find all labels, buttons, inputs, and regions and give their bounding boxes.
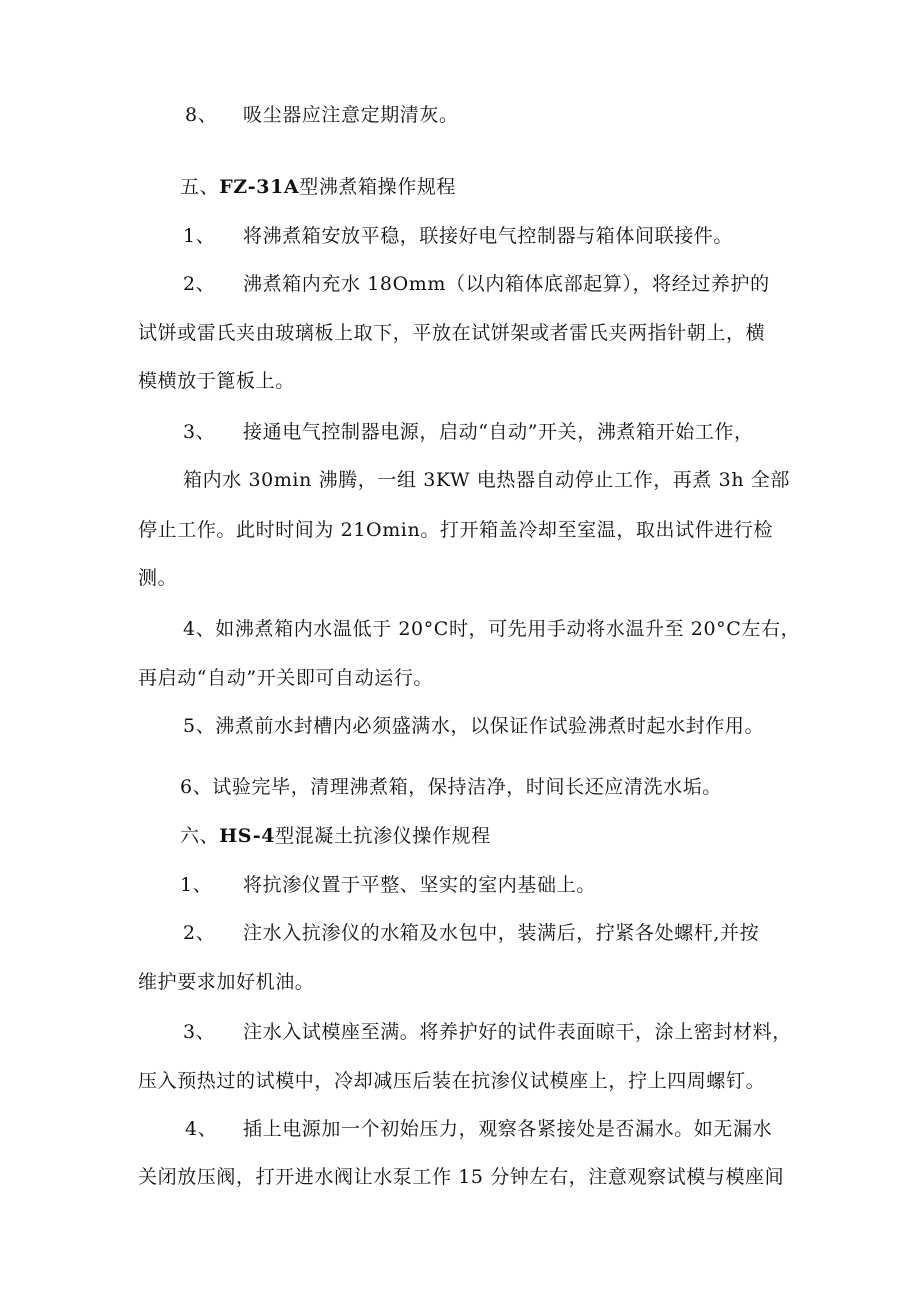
item-text: 将抗渗仪置于平整、坚实的室内基础上。 (243, 874, 596, 896)
paragraph-line: 压入预热过的试模中，冷却减压后装在抗渗仪试模座上，拧上四周螺钉。 (138, 1070, 766, 1092)
item-number: 1、 (183, 225, 216, 247)
item-text: 注水入试模座至满。将养护好的试件表面晾干，涂上密封材料， (243, 1021, 792, 1043)
item-number: 2、 (183, 922, 216, 944)
item-number: 2、 (183, 273, 216, 295)
list-item-1 (180, 873, 596, 897)
heading-rest: 型沸煮箱操作规程 (299, 176, 457, 198)
section-heading-5 (180, 175, 456, 199)
list-item-8 (185, 103, 459, 127)
list-item-4 (185, 1117, 772, 1141)
list-item-4: 4、如沸煮箱内水温低于 20°C时，可先用手动将水温升至 20°C左右， (183, 618, 801, 640)
paragraph-line: 关闭放压阀，打开进水阀让水泵工作 15 分钟左右，注意观察试模与模座间 (138, 1166, 785, 1188)
heading-code: HS-4 (219, 825, 276, 847)
paragraph-line: 箱内水 30min 沸腾，一组 3KW 电热器自动停止工作，再煮 3h 全部 (183, 469, 791, 491)
item-text: 沸煮箱内充水 18Omm（以内箱体底部起算），将经过养护的 (243, 273, 770, 295)
list-item-6: 6、试验完毕，清理沸煮箱，保持洁净，时间长还应清洗水垢。 (180, 776, 722, 798)
item-number: 1、 (180, 874, 213, 896)
paragraph-line: 模横放于篦板上。 (138, 370, 295, 392)
item-number: 3、 (183, 1021, 216, 1043)
paragraph-line: 测。 (138, 567, 178, 589)
item-number: 3、 (183, 421, 216, 443)
item-text: 接通电气控制器电源，启动“自动”开关，沸煮箱开始工作， (243, 421, 754, 443)
heading-rest: 型混凝土抗渗仪操作规程 (275, 825, 491, 847)
item-number: 4、 (185, 1118, 218, 1140)
list-item-3 (183, 420, 754, 444)
heading-code: FZ-31A (219, 176, 300, 198)
list-item-2 (183, 272, 770, 296)
item-number: 8、 (185, 104, 218, 126)
item-text: 注水入抗渗仪的水箱及水包中，装满后，拧紧各处螺杆,并按 (243, 922, 760, 944)
paragraph-line: 维护要求加好机油。 (138, 971, 315, 993)
paragraph-line: 停止工作。此时时间为 21Omin。打开箱盖冷却至室温，取出试件进行检 (138, 519, 774, 541)
heading-prefix: 六、 (180, 825, 220, 847)
list-item-2 (183, 921, 759, 945)
list-item-3 (183, 1020, 792, 1044)
item-text: 插上电源加一个初始压力，观察各紧接处是否漏水。如无漏水 (243, 1118, 773, 1140)
paragraph-line: 试饼或雷氏夹由玻璃板上取下，平放在试饼架或者雷氏夹两指针朝上，横 (138, 322, 766, 344)
section-heading-6 (180, 824, 491, 848)
heading-prefix: 五、 (180, 176, 220, 198)
paragraph-line: 再启动“自动”开关即可自动运行。 (138, 667, 434, 689)
list-item-1 (183, 224, 733, 248)
item-text: 将沸煮箱安放平稳，联接好电气控制器与箱体间联接件。 (243, 225, 734, 247)
list-item-5: 5、沸煮前水封槽内必须盛满水，以保证作试验沸煮时起水封作用。 (183, 715, 765, 737)
item-text: 吸尘器应注意定期清灰。 (243, 104, 459, 126)
